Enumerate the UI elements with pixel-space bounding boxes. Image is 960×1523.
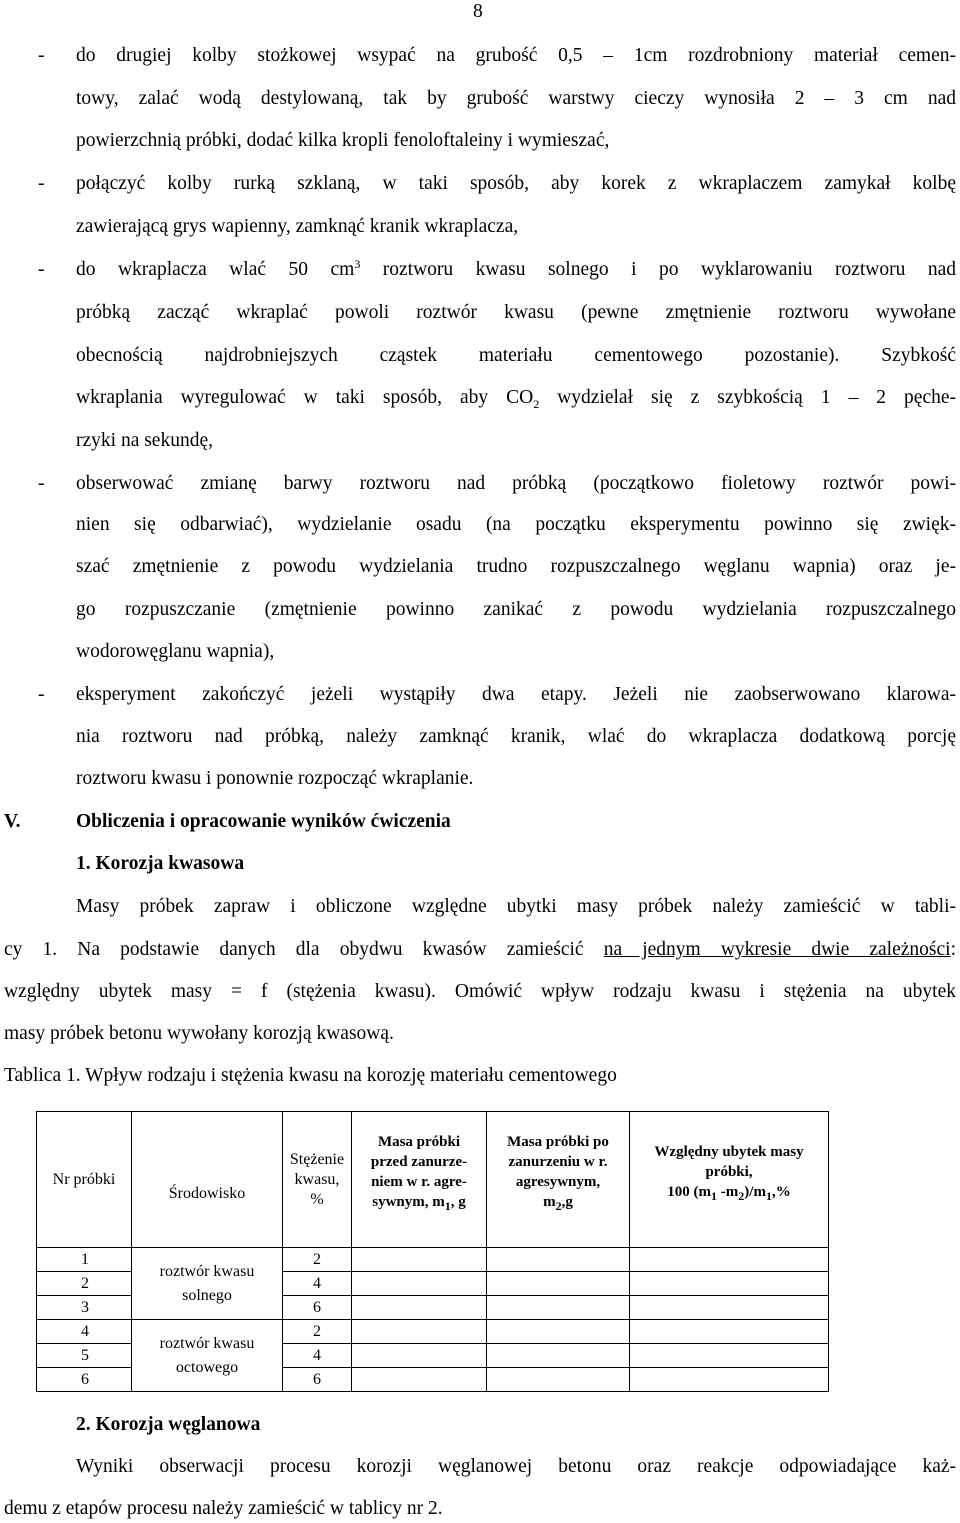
cell-environment: roztwór kwasu solnego [132, 1248, 283, 1320]
header-sample-number: Nr próbki [37, 1112, 132, 1248]
cell-relative-loss [630, 1272, 829, 1296]
table-row [37, 1320, 829, 1344]
cell-relative-loss [630, 1320, 829, 1344]
list-item-line: do drugiej kolby stożkowej wsypać na grubość 0,5 – 1cm rozdrobniony materiał cemen- [76, 45, 956, 66]
cell-mass-after [487, 1272, 630, 1296]
bullet: - [38, 45, 45, 66]
bullet: - [38, 473, 45, 494]
list-item-line: roztworu kwasu i ponownie rozpocząć wkraplanie. [76, 768, 474, 789]
cell-relative-loss [630, 1296, 829, 1320]
table-caption: Tablica 1. Wpływ rodzaju i stężenia kwasu na korozję materiału cementowego [4, 1065, 617, 1086]
list-item-line: próbką zacząć wkraplać powoli roztwór kwasu (pewne zmętnienie roztworu wywołane [76, 302, 956, 323]
paragraph-line: Wyniki obserwacji procesu korozji węglanowej betonu oraz reakcje odpowiadające każ- [76, 1456, 956, 1477]
cell-environment: roztwór kwasu octowego [132, 1320, 283, 1392]
cell-mass-before [352, 1344, 487, 1368]
list-item-line: szać zmętnienie z powodu wydzielania trudno rozpuszczalnego węglanu wapnia) oraz je- [76, 556, 956, 577]
cell-concentration: 2 [283, 1320, 352, 1344]
paragraph-line: Masy próbek zapraw i obliczone względne ubytki masy próbek należy zamieścić w tabli- [76, 896, 956, 917]
cell-sample-number: 5 [37, 1344, 132, 1368]
list-item-line: wkraplania wyregulować w taki sposób, aby $CO_2$ wydzielał się z szybkością 1 – 2 pęche- [76, 387, 956, 411]
cell-concentration: 2 [283, 1248, 352, 1272]
header-relative-loss: Względny ubytek masy próbki, 100 ($m_1$ $-m_2)/m_1,\%$ [630, 1112, 829, 1248]
cell-concentration: 6 [283, 1368, 352, 1392]
cell-mass-before [352, 1248, 487, 1272]
paragraph-line: masy próbek betonu wywołany korozją kwasową. [4, 1023, 394, 1044]
page-number: 8 [473, 1, 483, 22]
cell-mass-after [487, 1296, 630, 1320]
cell-mass-before [352, 1272, 487, 1296]
paragraph-line: względny ubytek masy = f (stężenia kwasu). Omówić wpływ rodzaju kwasu i stężenia na ubytek [4, 981, 956, 1002]
subsection-title: 2. Korozja węglanowa [76, 1414, 261, 1435]
cell-concentration: 4 [283, 1344, 352, 1368]
list-item-line: zawierającą grys wapienny, zamknąć kranik wkraplacza, [76, 216, 519, 237]
subsection-title: 1. Korozja kwasowa [76, 853, 245, 874]
list-item-line: do wkraplacza wlać 50 $cm^3$ roztworu kwasu solnego i po wyklarowaniu roztworu nad [76, 257, 957, 280]
cell-sample-number: 6 [37, 1368, 132, 1392]
table-header-row [37, 1112, 829, 1248]
section-number: V. [4, 811, 21, 832]
list-item-line: go rozpuszczanie (zmętnienie powinno zanikać z powodu wydzielania rozpuszczalnego [76, 599, 956, 620]
cell-mass-before [352, 1296, 487, 1320]
cell-relative-loss [630, 1368, 829, 1392]
cell-mass-before [352, 1368, 487, 1392]
list-item-line: eksperyment zakończyć jeżeli wystąpiły dwa etapy. Jeżeli nie zaobserwowano klarowa- [76, 684, 956, 705]
cell-mass-after [487, 1320, 630, 1344]
list-item-line: towy, zalać wodą destylowaną, tak by grubość warstwy cieczy wynosiła 2 – 3 cm nad [76, 88, 956, 109]
underlined-phrase: na jednym wykresie dwie zależności [603, 939, 951, 960]
bullet: - [38, 684, 45, 705]
section-title: Obliczenia i opracowanie wyników ćwiczenia [76, 811, 451, 832]
cell-mass-before [352, 1320, 487, 1344]
header-concentration: Stężenie kwasu, % [283, 1112, 352, 1248]
cell-relative-loss [630, 1248, 829, 1272]
cell-sample-number: 4 [37, 1320, 132, 1344]
paragraph-line: cy 1. Na podstawie danych dla obydwu kwasów zamieścić na jednym wykresie dwie zależności: [4, 939, 956, 960]
cell-relative-loss [630, 1344, 829, 1368]
list-item-line: nia roztworu nad próbką, należy zamknąć kranik, wlać do wkraplacza dodatkową porcję [76, 726, 956, 747]
paragraph-line: demu z etapów procesu należy zamieścić w tablicy nr 2. [4, 1498, 443, 1519]
cell-concentration: 6 [283, 1296, 352, 1320]
list-item-line: nien się odbarwiać), wydzielanie osadu (na początku eksperymentu powinno się zwięk- [76, 514, 956, 535]
cell-concentration: 4 [283, 1272, 352, 1296]
list-item-line: obecnością najdrobniejszych cząstek materiału cementowego pozostanie). Szybkość [76, 345, 956, 366]
list-item-line: wodorowęglanu wapnia), [76, 641, 275, 662]
table-row [37, 1248, 829, 1272]
cell-mass-after [487, 1344, 630, 1368]
cell-mass-after [487, 1368, 630, 1392]
list-item-line: połączyć kolby rurką szklaną, w taki sposób, aby korek z wkraplaczem zamykał kolbę [76, 173, 956, 194]
cell-sample-number: 3 [37, 1296, 132, 1320]
cell-sample-number: 1 [37, 1248, 132, 1272]
header-mass-before: Masa próbki przed zanurze- niem w r. agre- sywnym, $m_1$, g [352, 1112, 487, 1248]
list-item-line: rzyki na sekundę, [76, 430, 213, 451]
bullet: - [38, 173, 45, 194]
cell-mass-after [487, 1248, 630, 1272]
results-table [36, 1111, 829, 1392]
header-mass-after: Masa próbki po zanurzeniu w r. agresywnym, $m_2,g$ [487, 1112, 630, 1248]
header-environment: Środowisko [132, 1112, 283, 1248]
list-item-line: obserwować zmianę barwy roztworu nad próbką (początkowo fioletowy roztwór powi- [76, 473, 956, 494]
list-item-line: powierzchnią próbki, dodać kilka kropli fenoloftaleiny i wymieszać, [76, 130, 610, 151]
cell-sample-number: 2 [37, 1272, 132, 1296]
bullet: - [38, 259, 45, 280]
